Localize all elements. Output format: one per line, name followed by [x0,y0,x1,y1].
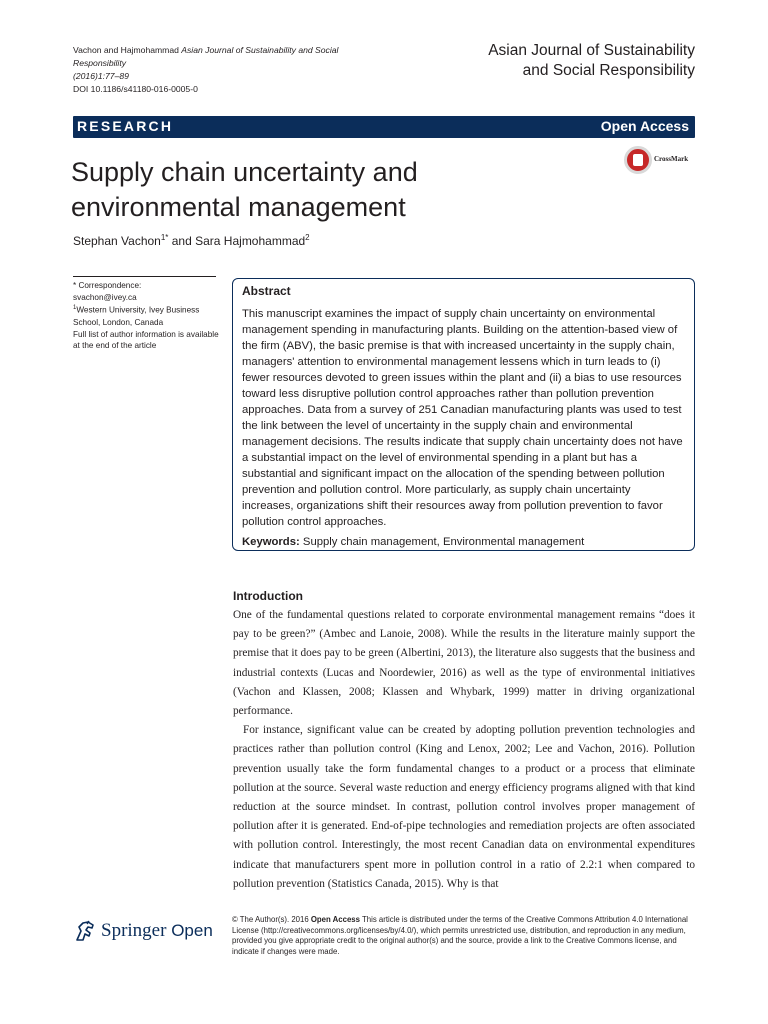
crossmark-badge[interactable] [624,146,714,178]
article-type-banner [73,116,695,138]
affiliation-text: Western University, Ivey Business School, London, Canada [73,306,200,327]
author-list [73,233,310,248]
license-text: This article is distributed under the terms of the Creative Commons Attribution 4.0 International License (http://creativecommons.org/licenses/by/4.0/), which permits unrestricted use, distribution, and reproduction in any medium, provided you give appropriate credit to the original author(s) and the source, provide a link to the Creative Commons license, and indicate if changes were made. [232,915,688,956]
title-line1: Supply chain uncertainty and [71,157,418,187]
keywords [242,536,685,548]
keywords-text: Supply chain management, Environmental management [302,536,585,548]
author-name: Sara Hajmohammad [195,234,306,248]
body-paragraph: For instance, significant value can be created by adopting pollution prevention technologies and practices rather than pollution control (King and Lenox, 2002; Lee and Vachon, 2016). Pollution prevention usually take the form fundamental changes to a product or a process that eliminate pollution at the source. Several waste reduction and energy efficiency programs aligned with that kind reduction at the source mindset. In contrast, pollution control involves proper management of pollution after it is generated. End-of-pipe technologies and remediation projects are often associated with pollution control. Interestingly, the most recent Canadian data on environmental expenditures indicate that manufacturers spent more in pollution control in a ratio of 2.2:1 when compared to pollution prevention (Statistics Canada, 2015). Why is that [233,724,695,890]
author-affiliation-marker: 1* [160,233,169,242]
license-notice [232,915,697,957]
affiliation-marker: 1 [73,305,77,312]
keywords-label: Keywords: [242,536,300,548]
crossmark-label: CrossMark [654,155,689,163]
publisher-open: Open [171,921,213,940]
doi[interactable]: DOI 10.1186/s41180-016-0005-0 [73,84,198,94]
citation-year-pages: (2016)1:77–89 [73,71,129,81]
affiliation-note [73,303,223,328]
journal-name [365,41,695,81]
section-heading-introduction: Introduction [233,589,303,603]
citation-block [73,44,373,96]
publisher-logo [73,918,223,946]
citation-authors: Vachon and Hajmohammad [73,45,179,55]
crossmark-icon [624,146,652,174]
publisher-brand: Springer [101,920,167,941]
body-paragraph: One of the fundamental questions related to corporate environmental management remains “does it pay to be green?” (Ambec and Lanoie, 2008). While the results in the literature mainly support the premise that it does pay to be green (Albertini, 2013), the literature also suggests that the business and industrial contexts (Lucas and Noordewier, 2016) as well as the type of environmental initiatives (Vachon and Klassen, 2008; Klassen and Whybark, 1999) matter in driving organizational performance. [233,609,695,718]
body-text [233,606,695,894]
publisher-name [101,920,213,942]
author-affiliation-marker: 2 [305,233,310,242]
article-type: RESEARCH [77,118,174,134]
correspondence-label: * Correspondence: [73,281,142,290]
title-line2: environmental management [71,192,406,222]
author-connector: and [168,234,196,248]
license-open-access: Open Access [310,915,360,924]
journal-name-line1: Asian Journal of Sustainability [488,42,695,59]
author-name: Stephan Vachon [73,234,161,248]
article-title [71,155,571,225]
journal-name-line2: and Social Responsibility [522,62,695,79]
abstract-text: This manuscript examines the impact of supply chain uncertainty on environmental management spending in manufacturing plants. Building on the attention-based view of the firm (ABV), the basic premise is that with increased uncertainty in the supply chain, managers' attention to environmental management lessens which in turn leads to (i) fewer resources devoted to green issues within the plant and (ii) a bias to use resources toward less disruptive pollution control approaches rather than pollution prevention approaches. Data from a survey of 251 Canadian manufacturing plants was used to test the link between the level of uncertainty in the supply chain and environmental management decisions. The results indicate that supply chain uncertainty does not have a substantial impact on the level of environmental spending in a plant but has a substantial and significant impact on the allocation of the spending between pollution prevention and pollution control. More particularly, as supply chain uncertainty increases, organizations shift their resources away from pollution prevention to favor pollution control approaches. [242,308,683,528]
abstract-box [232,278,695,551]
author-notes [73,280,223,352]
citation-journal: Asian Journal of Sustainability and Social Responsibility [73,45,339,68]
abstract-heading: Abstract [242,284,291,298]
springer-horse-icon [73,918,99,944]
open-access-label: Open Access [600,118,689,134]
license-copyright: © The Author(s). 2016 [232,915,311,924]
author-info-note: Full list of author information is available at the end of the article [73,329,219,351]
correspondence-email[interactable]: svachon@ivey.ca [73,292,137,302]
side-divider [73,276,216,277]
